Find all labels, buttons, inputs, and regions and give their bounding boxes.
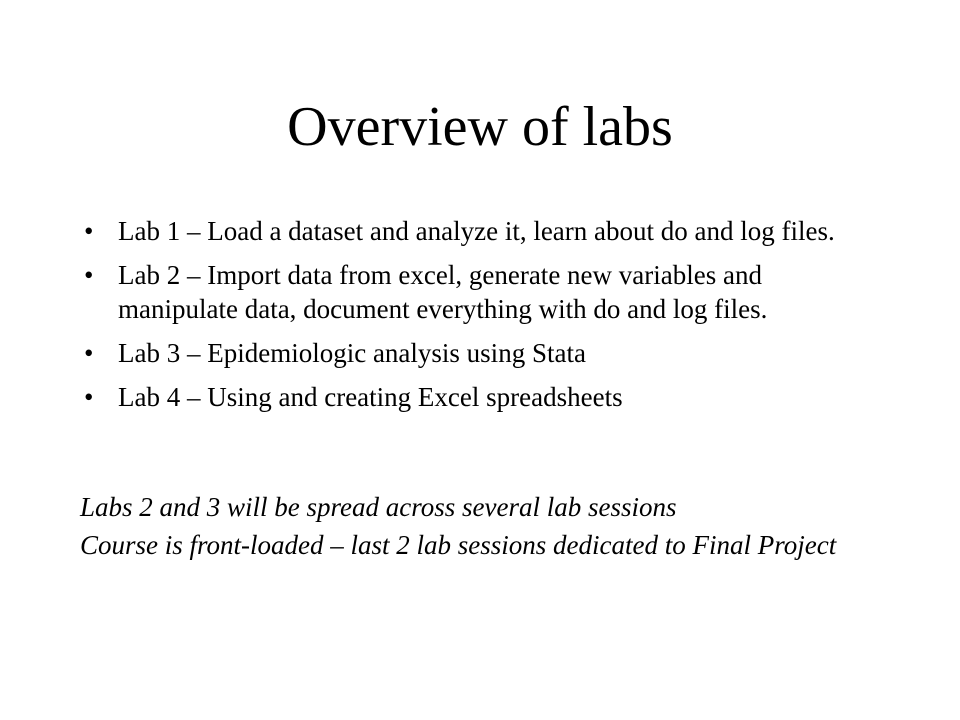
note-final-project: Course is front-loaded – last 2 lab sessions dedicated to Final Project (80, 530, 837, 560)
bullet-icon: • (84, 216, 94, 246)
notes-section (80, 490, 890, 566)
bullet-text: Lab 3 – Epidemiologic analysis using Stata (118, 338, 586, 368)
bullet-item-lab-2 (80, 258, 880, 326)
bullet-text: Lab 4 – Using and creating Excel spreadsheets (118, 382, 623, 412)
slide-title: Overview of labs (287, 96, 673, 158)
bullet-text: Lab 1 – Load a dataset and analyze it, learn about do and log files. (118, 216, 835, 246)
bullet-item-lab-1 (80, 214, 880, 248)
bullet-icon: • (84, 338, 94, 368)
bullet-item-lab-4 (80, 380, 880, 414)
note-lab-sessions: Labs 2 and 3 will be spread across several lab sessions (80, 492, 677, 522)
bullet-item-lab-3 (80, 336, 880, 370)
bullet-list (80, 214, 880, 424)
bullet-icon: • (84, 260, 94, 290)
bullet-text: Lab 2 – Import data from excel, generate new variables and manipulate data, document everything with do and log files. (118, 260, 768, 324)
bullet-icon: • (84, 382, 94, 412)
